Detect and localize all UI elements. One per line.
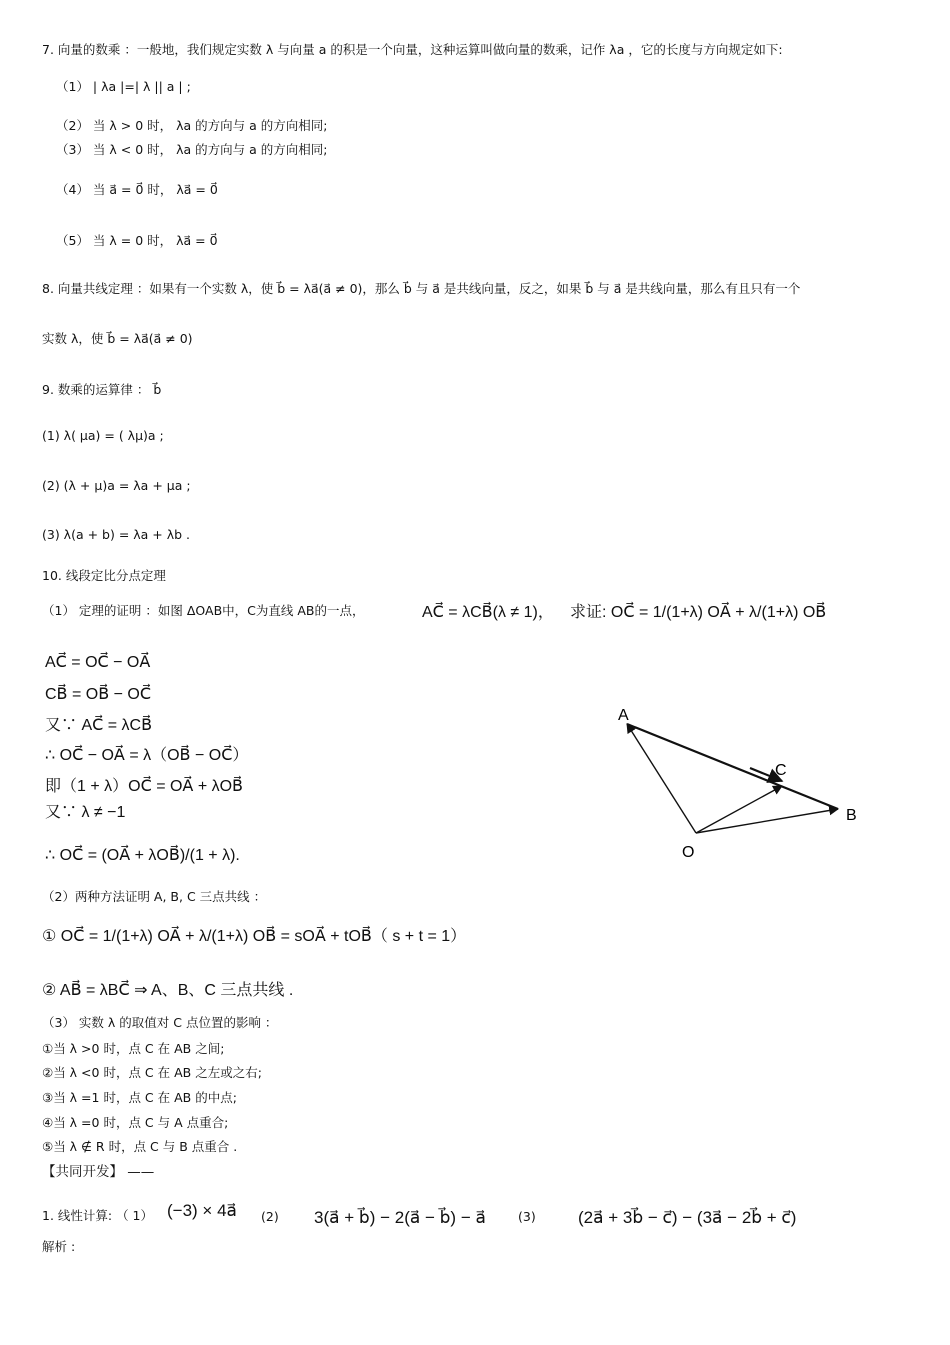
sec10-title: 10. 线段定比分点定理 [42, 568, 166, 583]
dev-q1-label-2: (2) [261, 1209, 279, 1224]
sec10-p3-item-1: ①当 λ >0 时，点 C 在 AB 之间; [42, 1041, 225, 1056]
sec10-p3-item-3: ③当 λ =1 时，点 C 在 AB 的中点; [42, 1090, 237, 1105]
sec7-item-5: （5） 当 λ = 0 时， λa⃗ = 0⃗ [56, 233, 218, 248]
sec7-item-3: （3） 当 λ < 0 时， λa 的方向与 a 的方向相同; [56, 142, 328, 157]
proof-step-4: ∴ OC⃗ − OA⃗ = λ（OB⃗ − OC⃗） [45, 747, 249, 764]
sec9-law-2: (2) (λ + μ)a = λa + μa ; [42, 478, 191, 493]
sec7-item-4: （4） 当 a⃗ = 0⃗ 时， λa⃗ = 0⃗ [56, 182, 218, 197]
sec10-method-1: ① OC⃗ = 1/(1+λ) OA⃗ + λ/(1+λ) OB⃗ = sOA⃗ + tOB⃗（ s + t = 1） [42, 928, 467, 945]
dev-q1-expr-3: (2a⃗ + 3b⃗ − c⃗) − (3a⃗ − 2b⃗ + c⃗) [578, 1208, 797, 1227]
sec10-p3-item-2: ②当 λ <0 时，点 C 在 AB 之左或之右; [42, 1065, 262, 1080]
point-a-label: A [618, 707, 629, 724]
triangle-oab-figure [600, 700, 880, 870]
proof-step-6: 又∵ λ ≠ −1 [45, 804, 126, 821]
sec10-p1-condition: AC⃗ = λCB⃗(λ ≠ 1)， [422, 604, 554, 621]
dev-q1-expr-2: 3(a⃗ + b⃗) − 2(a⃗ − b⃗) − a⃗ [314, 1208, 486, 1227]
segment-ab [627, 724, 838, 809]
dev-q1-label: 1. 线性计算: （ 1） [42, 1208, 154, 1223]
sec9-law-1: (1) λ( μa) = ( λμ)a ; [42, 428, 164, 443]
point-c-label: C [775, 762, 787, 779]
sec8-line-1: 8. 向量共线定理 ：如果有一个实数 λ，使 b⃗ = λa⃗(a⃗ ≠ 0)，那么 b⃗ 与 a⃗ 是共线向量，反之，如果 b⃗ 与 a⃗ 是共线向量，那么有且只有一个 [42, 281, 801, 296]
vector-oa [627, 724, 696, 833]
analysis-label: 解析 : [42, 1239, 76, 1254]
proof-step-3: 又∵ AC⃗ = λCB⃗ [45, 717, 153, 734]
dev-q1-label-3: (3) [518, 1209, 536, 1224]
sec10-p3-label: （3） 实数 λ 的取值对 C 点位置的影响 ： [42, 1015, 278, 1030]
sec7-intro: 7. 向量的数乘 ：一般地，我们规定实数 λ 与向量 a 的积是一个向量，这种运算叫做向量的数乘，记作 λa ，它的长度与方向规定如下: [42, 42, 783, 57]
sec10-p3-item-4: ④当 λ =0 时，点 C 与 A 点重合; [42, 1115, 229, 1130]
dev-title: 【共同开发】 —— [42, 1164, 155, 1180]
proof-step-5: 即（1 + λ）OC⃗ = OA⃗ + λOB⃗ [45, 778, 244, 795]
sec9-title: 9. 数乘的运算律 ： b⃗ [42, 382, 162, 397]
proof-step-2: CB⃗ = OB⃗ − OC⃗ [45, 686, 152, 703]
sec9-law-3: (3) λ(a + b) = λa + λb . [42, 527, 191, 542]
proof-step-7: ∴ OC⃗ = (OA⃗ + λOB⃗)/(1 + λ). [45, 847, 240, 864]
sec7-item-2: （2） 当 λ > 0 时， λa 的方向与 a 的方向相同; [56, 118, 328, 133]
point-o-label: O [682, 844, 695, 861]
sec10-p2-label: （2）两种方法证明 A, B, C 三点共线 ： [42, 889, 267, 904]
sec10-p1-claim: 求证: OC⃗ = 1/(1+λ) OA⃗ + λ/(1+λ) OB⃗ [570, 604, 827, 621]
sec10-p3-item-5: ⑤当 λ ∉ R 时，点 C 与 B 点重合 . [42, 1139, 238, 1154]
sec10-p1-label: （1） 定理的证明 ：如图 ΔOAB中，C为直线 AB的一点， [42, 603, 365, 618]
sec10-method-2: ② AB⃗ = λBC⃗ ⇒ A、B、C 三点共线 . [42, 982, 294, 999]
sec8-line-2: 实数 λ，使 b⃗ = λa⃗(a⃗ ≠ 0) [42, 331, 193, 346]
point-b-label: B [846, 807, 857, 824]
dev-q1-expr-1: (−3) × 4a⃗ [167, 1201, 237, 1220]
sec7-item-1: （1） | λa |=| λ || a | ; [56, 79, 191, 94]
proof-step-1: AC⃗ = OC⃗ − OA⃗ [45, 654, 151, 671]
